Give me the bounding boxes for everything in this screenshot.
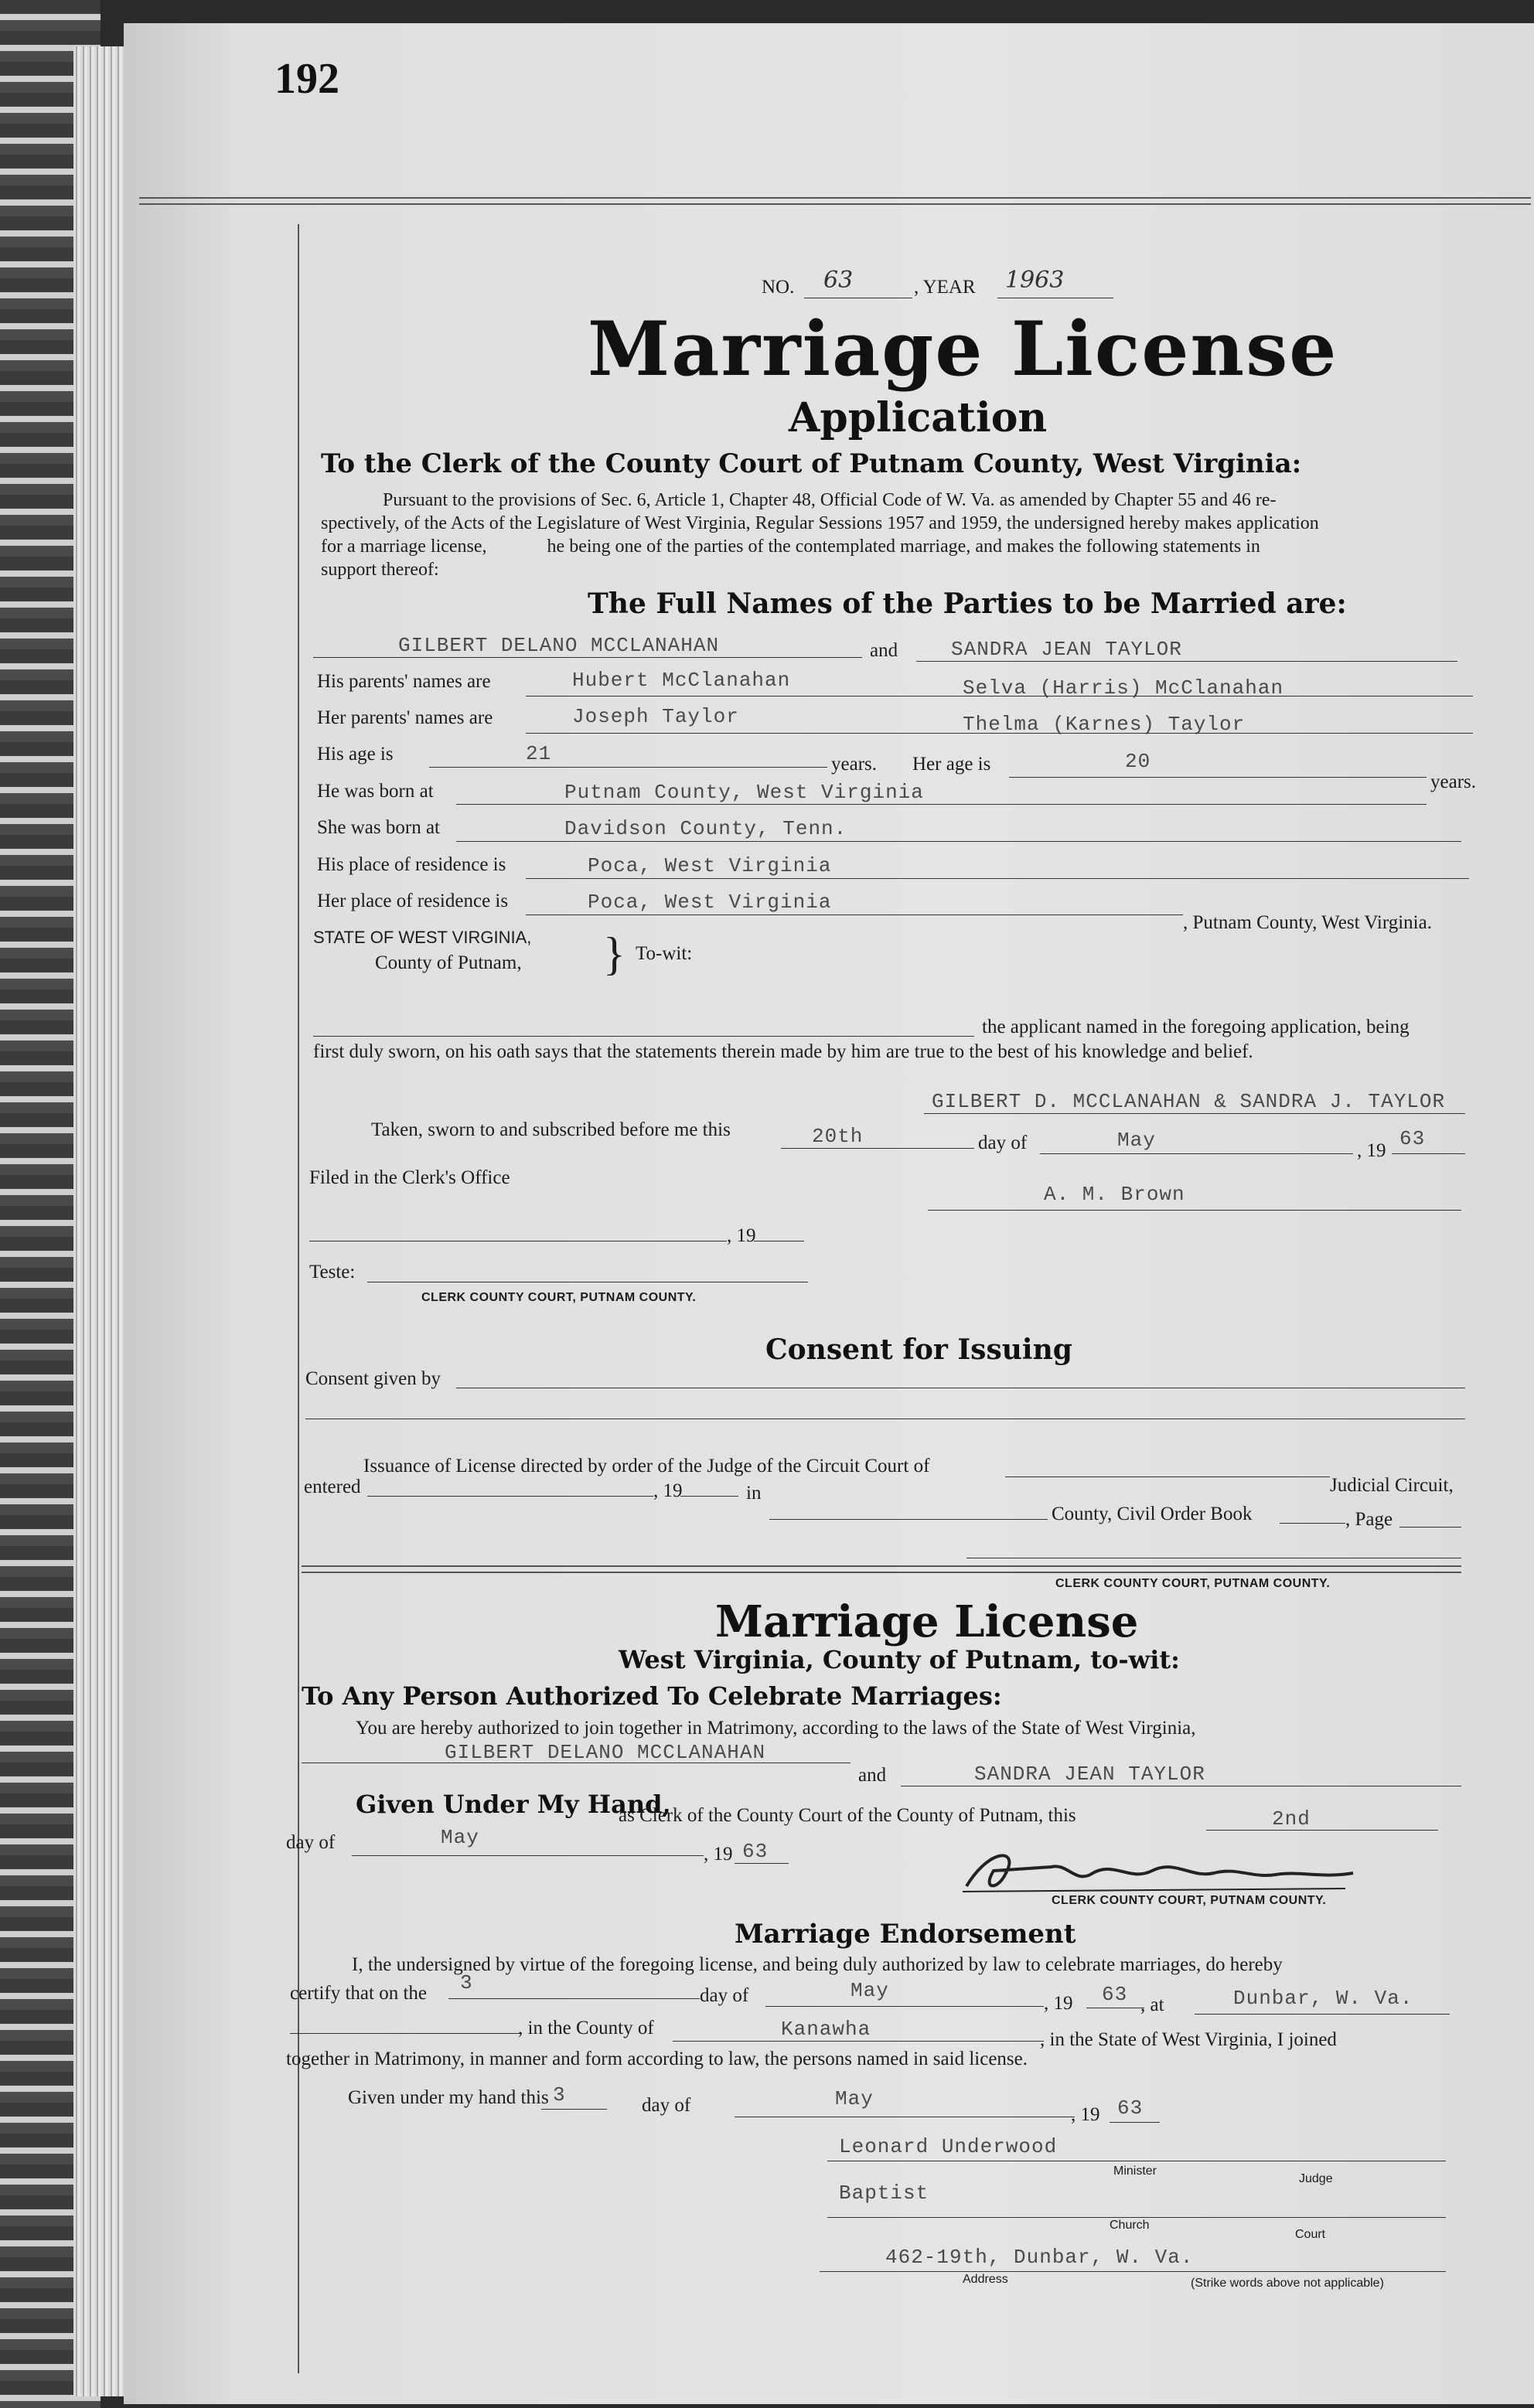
order-book-line — [1280, 1523, 1345, 1524]
preamble-line-4: support thereof: — [321, 560, 439, 580]
certify-label: certify that on the — [290, 1983, 428, 2004]
endorsement-month: May — [851, 1979, 889, 2002]
given-under-hand-label: Given Under My Hand, — [356, 1790, 671, 1819]
page-subtitle: Application — [789, 394, 1048, 441]
endorsement-place-line — [1195, 2014, 1450, 2015]
judge-label: Judge — [1299, 2172, 1333, 2185]
license-no-label: NO. — [762, 277, 795, 298]
sworn-year-line — [1392, 1153, 1465, 1154]
her-father: Joseph Taylor — [572, 705, 739, 728]
his-years-label: years. — [831, 754, 877, 775]
she-born-label: She was born at — [317, 817, 440, 838]
endorsement-heading: Marriage Endorsement — [735, 1919, 1076, 1950]
endorsement-line-3: together in Matrimony, in manner and form according to law, the persons named in said license. — [286, 2049, 1028, 2069]
preamble-line-2: spectively, of the Acts of the Legislature of West Virginia, Regular Sessions 1957 and 1959, the undersigned hereby makes application — [321, 513, 1319, 533]
entered-year-line — [680, 1496, 738, 1497]
endorsement-given-day-of: day of — [642, 2095, 691, 2116]
she-born: Davidson County, Tenn. — [564, 817, 847, 840]
endorsement-place: Dunbar, W. Va. — [1233, 1987, 1413, 2010]
page-label: , Page — [1345, 1509, 1393, 1530]
endorsement-county-line — [673, 2041, 1044, 2042]
church-line — [827, 2217, 1446, 2218]
his-age-line — [429, 767, 827, 768]
officer-line — [928, 1210, 1461, 1211]
oath-line-1: the applicant named in the foregoing application, being — [982, 1017, 1410, 1037]
minister-label: Minister — [1113, 2164, 1157, 2178]
bride-name-line — [916, 661, 1457, 662]
teste-label: Teste: — [309, 1262, 356, 1282]
license-year-label: , YEAR — [914, 277, 976, 298]
clerk-signature — [959, 1844, 1361, 1898]
license-authorized-text: You are hereby authorized to join together in Matrimony, according to the laws of the State of West Virginia, — [356, 1718, 1196, 1739]
groom-name: GILBERT DELANO MCCLANAHAN — [398, 634, 720, 657]
her-age-line — [1009, 777, 1427, 778]
license-groom-name: GILBERT DELANO MCCLANAHAN — [445, 1741, 766, 1764]
her-mother: Thelma (Karnes) Taylor — [963, 713, 1246, 736]
endorsement-given-year: 63 — [1117, 2096, 1144, 2120]
towit-label: To-wit: — [636, 943, 693, 964]
license-given-day-line — [1206, 1830, 1438, 1831]
consent-label: Consent given by — [305, 1368, 441, 1389]
applicant-signature: GILBERT D. MCCLANAHAN & SANDRA J. TAYLOR — [932, 1090, 1446, 1113]
state-label: STATE OF WEST VIRGINIA, — [313, 928, 532, 947]
endorsement-blank-line — [290, 2033, 522, 2034]
his-age-label: His age is — [317, 744, 394, 765]
license-given-month-line — [352, 1855, 704, 1856]
endorsement-given-month: May — [835, 2087, 874, 2110]
endorsement-given-label: Given under my hand this — [348, 2087, 549, 2108]
his-age: 21 — [526, 742, 552, 765]
her-age: 20 — [1125, 750, 1151, 773]
his-father: Hubert McClanahan — [572, 669, 791, 692]
preamble-line-3: for a marriage license, he being one of the parties of the contemplated marriage, and makes the following statements in — [321, 536, 1260, 557]
endorsement-county: Kanawha — [781, 2018, 871, 2041]
entered-date-line — [367, 1496, 653, 1497]
entered-county-line — [769, 1519, 1048, 1520]
license-subtitle: West Virginia, County of Putnam, to-wit: — [619, 1645, 1180, 1674]
license-given-year-prefix: , 19 — [704, 1844, 733, 1865]
page-number: 192 — [274, 55, 339, 103]
license-given-text: as Clerk of the County Court of the County of Putnam, this — [619, 1805, 1076, 1826]
her-residence-line — [526, 914, 1183, 915]
his-parents-label: His parents' names are — [317, 671, 491, 692]
license-clerk-caption: CLERK COUNTY COURT, PUTNAM COUNTY. — [1052, 1894, 1327, 1907]
license-given-day: 2nd — [1272, 1807, 1311, 1831]
in-county-label: , in the County of — [518, 2018, 654, 2038]
filed-label: Filed in the Clerk's Office — [309, 1167, 510, 1188]
address-label: Address — [963, 2273, 1008, 2286]
sworn-label: Taken, sworn to and subscribed before me this — [371, 1119, 731, 1140]
he-born: Putnam County, West Virginia — [564, 781, 924, 804]
sworn-year-prefix: , 19 — [1357, 1140, 1386, 1161]
oath-clerk-caption: CLERK COUNTY COURT, PUTNAM COUNTY. — [421, 1291, 697, 1304]
parties-and-label: and — [870, 640, 898, 661]
his-residence-label: His place of residence is — [317, 854, 506, 875]
license-given-month: May — [441, 1826, 479, 1849]
civil-order-book-label: County, Civil Order Book — [1052, 1504, 1253, 1524]
endorsement-day: 3 — [460, 1971, 473, 1994]
consent-heading: Consent for Issuing — [765, 1333, 1072, 1366]
officiant-name: Leonard Underwood — [839, 2135, 1058, 2158]
endorsement-month-line — [765, 2006, 1044, 2007]
church-name: Baptist — [839, 2182, 929, 2205]
officiant-address: 462-19th, Dunbar, W. Va. — [885, 2246, 1194, 2269]
entered-in-label: in — [746, 1483, 762, 1504]
church-label: Church — [1110, 2219, 1150, 2232]
her-age-label: Her age is — [912, 754, 991, 775]
her-parents-label: Her parents' names are — [317, 707, 493, 728]
his-parents-line — [526, 696, 1473, 697]
her-residence: Poca, West Virginia — [588, 891, 832, 914]
endorsement-given-day-line — [541, 2109, 607, 2110]
preamble-line-1: Pursuant to the provisions of Sec. 6, Article 1, Chapter 48, Official Code of W. Va. as amended by Chapter 55 and 46 re- — [383, 490, 1277, 510]
he-born-label: He was born at — [317, 781, 434, 802]
parties-heading: The Full Names of the Parties to be Married are: — [588, 588, 1347, 620]
consent-clerk-caption: CLERK COUNTY COURT, PUTNAM COUNTY. — [1055, 1577, 1331, 1590]
her-parents-line — [526, 733, 1473, 734]
she-born-line — [456, 841, 1461, 842]
endorsement-given-day: 3 — [553, 2083, 566, 2107]
endorsement-state-text: , in the State of West Virginia, I joined — [1040, 2029, 1337, 2050]
endorsement-day-line — [448, 1998, 700, 1999]
sworn-year: 63 — [1399, 1127, 1426, 1150]
judicial-circuit-label: Judicial Circuit, — [1330, 1475, 1454, 1496]
license-addressee: To Any Person Authorized To Celebrate Marriages: — [302, 1681, 1002, 1711]
license-year-value: 1963 — [1005, 267, 1065, 294]
endorsement-given-year-prefix: , 19 — [1071, 2104, 1100, 2125]
groom-name-line — [313, 657, 862, 658]
county-label: County of Putnam, — [375, 952, 522, 973]
top-rule — [139, 197, 1531, 205]
sworn-month-line — [1040, 1153, 1353, 1154]
her-years-label: years. — [1430, 771, 1476, 792]
entered-label: entered — [304, 1476, 361, 1497]
endorsement-line-1: I, the undersigned by virtue of the foregoing license, and being duly authorized by law to celebrate marriages, do hereby — [352, 1954, 1283, 1975]
circuit-court-line — [1005, 1476, 1330, 1477]
bride-name: SANDRA JEAN TAYLOR — [951, 638, 1182, 661]
page-line — [1399, 1527, 1461, 1528]
endorsement-given-year-line — [1110, 2122, 1160, 2123]
sworn-month: May — [1117, 1129, 1156, 1152]
issuance-line: Issuance of License directed by order of the Judge of the Circuit Court of — [363, 1456, 930, 1476]
filed-year-prefix: , 19 — [727, 1225, 756, 1246]
her-residence-label: Her place of residence is — [317, 891, 509, 911]
license-given-year: 63 — [742, 1840, 769, 1863]
license-bride-name: SANDRA JEAN TAYLOR — [974, 1763, 1205, 1786]
license-and-label: and — [858, 1765, 887, 1786]
applicant-signature-line — [924, 1113, 1465, 1114]
officer-name: A. M. Brown — [1044, 1183, 1185, 1206]
oath-line-2: first duly sworn, on his oath says that the statements therein made by him are true to the best of his knowledge and belief. — [313, 1041, 1253, 1062]
addressee-heading: To the Clerk of the County Court of Putnam County, West Virginia: — [321, 448, 1302, 479]
license-title: Marriage License — [715, 1596, 1139, 1647]
endorsement-at-label: , at — [1140, 1994, 1164, 2015]
endorsement-year: 63 — [1102, 1983, 1128, 2006]
sworn-day-of-label: day of — [978, 1132, 1028, 1153]
sworn-day: 20th — [812, 1125, 864, 1148]
consent-divider — [302, 1565, 1461, 1573]
his-residence-line — [526, 878, 1469, 879]
court-label: Court — [1295, 2228, 1326, 2241]
page-title: Marriage License — [588, 305, 1338, 393]
license-day-of-label: day of — [286, 1832, 336, 1853]
his-mother: Selva (Harris) McClanahan — [963, 676, 1284, 700]
address-line — [820, 2271, 1446, 2272]
applicant-line — [313, 1036, 974, 1037]
license-no-value: 63 — [823, 267, 854, 294]
entered-year-prefix: , 19 — [653, 1480, 683, 1501]
endorsement-year-prefix: , 19 — [1044, 1993, 1073, 2014]
license-given-year-line — [735, 1863, 789, 1864]
strike-note: (Strike words above not applicable) — [1191, 2277, 1384, 2290]
his-residence: Poca, West Virginia — [588, 854, 832, 877]
oath-brace: } — [603, 928, 626, 979]
residence-suffix: , Putnam County, West Virginia. — [1183, 912, 1432, 933]
he-born-line — [456, 804, 1427, 805]
endorsement-day-of-label: day of — [700, 1985, 749, 2006]
sworn-day-line — [781, 1148, 974, 1149]
